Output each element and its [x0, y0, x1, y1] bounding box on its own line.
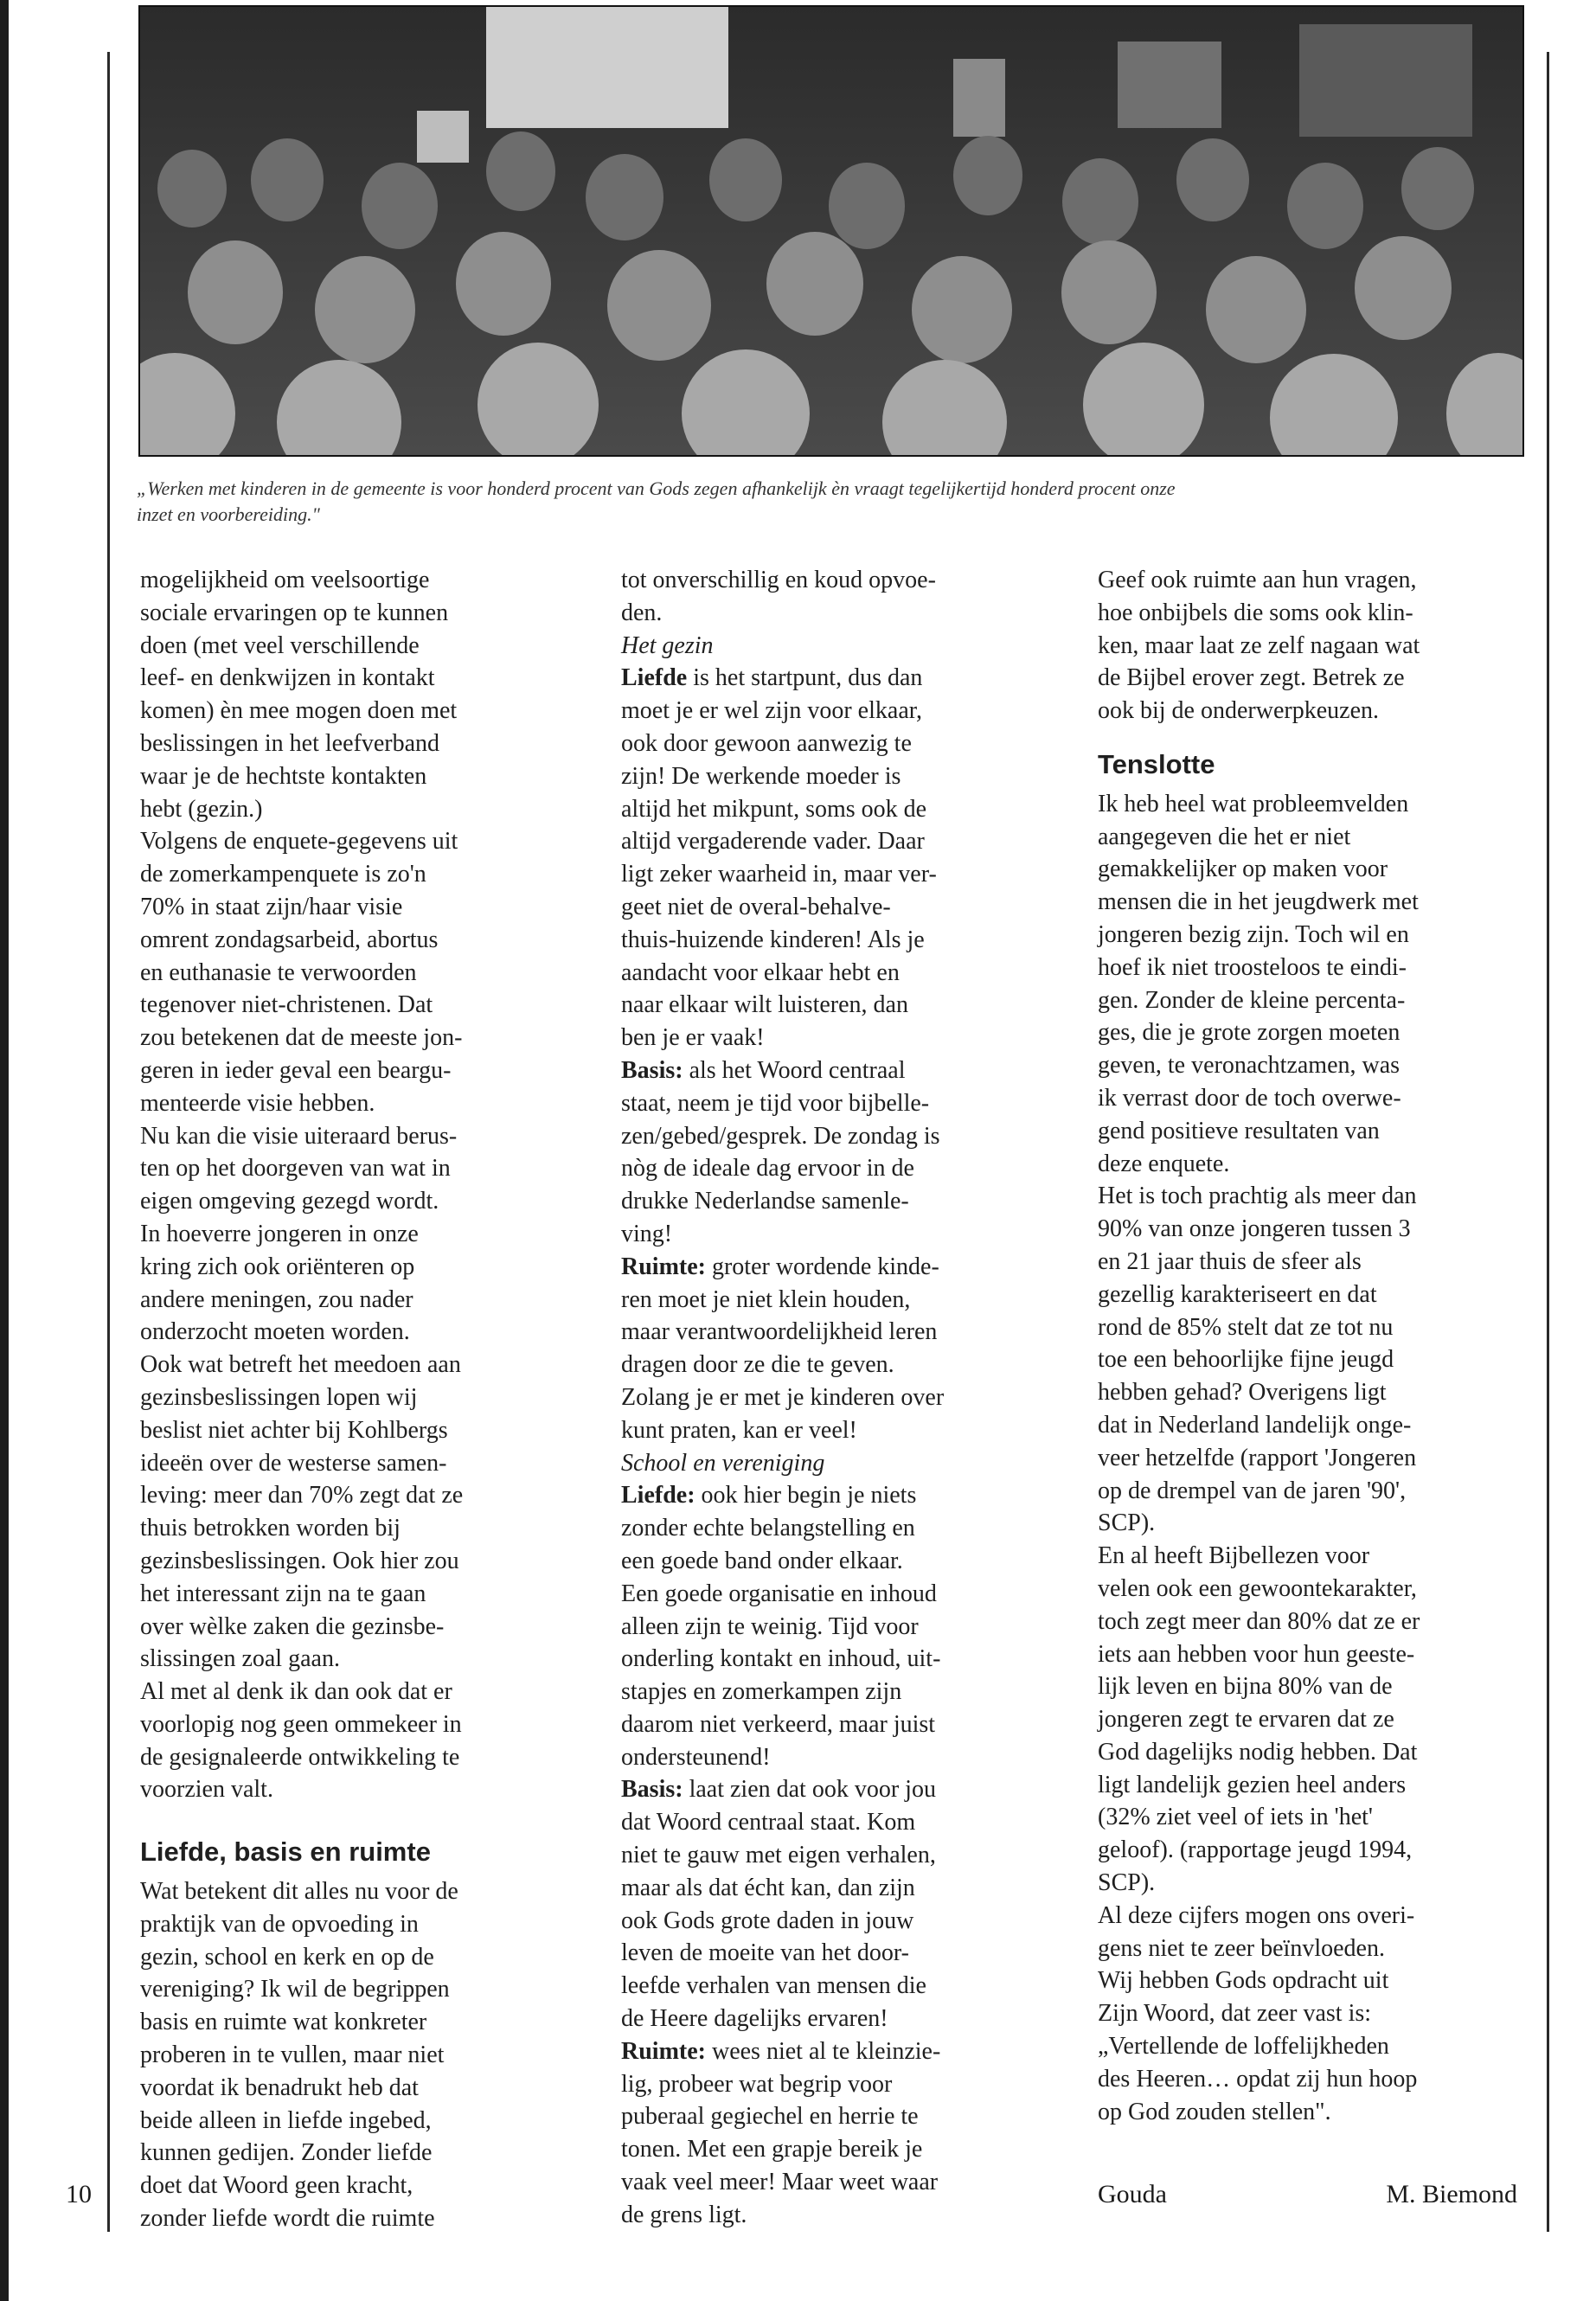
subheading — [621, 630, 1047, 663]
text-line: en euthanasie te verwoorden — [140, 958, 417, 986]
text-line: lijk leven en bijna 80% van de — [1098, 1673, 1393, 1701]
scan-edge — [0, 0, 9, 2301]
text-line: een goede band onder elkaar. — [621, 1547, 903, 1574]
text-line: zonder echte belangstelling en — [621, 1515, 915, 1542]
paragraph — [1098, 1540, 1523, 1900]
text-line: deze enquete. — [1098, 1150, 1230, 1177]
text-line: Basis: laat zien dat ook voor jou — [621, 1776, 936, 1804]
text-line: hebben gehad? Overigens ligt — [1098, 1379, 1387, 1407]
caption-line: „Werken met kinderen in de gemeente is voor honderd procent van Gods zegen afhankelijk èn vraagt tegelijkertijd honderd procent onze — [137, 478, 1176, 499]
text-line: ligt landelijk gezien heel anders — [1098, 1771, 1407, 1798]
text-line: de Heere dagelijks ervaren! — [621, 2005, 888, 2033]
text-line: eigen omgeving gezegd wordt. — [140, 1188, 439, 1215]
text-line: hoe onbijbels die soms ook klin- — [1098, 599, 1413, 626]
text-line: basis en ruimte wat konkreter — [140, 2009, 427, 2036]
text-line: ondersteunend! — [621, 1743, 771, 1771]
text-line: maar als dat écht kan, dan zijn — [621, 1874, 915, 1901]
text-line: beide alleen in liefde ingebed, — [140, 2106, 432, 2134]
text-line: ving! — [621, 1220, 673, 1247]
text-line: lig, probeer wat begrip voor — [621, 2070, 893, 2098]
article-column-3 — [1098, 564, 1523, 2128]
text-line: 70% in staat zijn/haar visie — [140, 893, 403, 920]
text-line: (32% ziet veel of iets in 'het' — [1098, 1804, 1373, 1831]
text-line: de gesignaleerde ontwikkeling te — [140, 1743, 460, 1771]
text-line: dragen door ze die te geven. — [621, 1351, 894, 1379]
text-line: ideeën over de westerse samen- — [140, 1449, 447, 1477]
text-line: kunt praten, kan er veel! — [621, 1416, 857, 1444]
text-line: hoef ik niet troosteloos te eindi- — [1098, 953, 1407, 981]
text-line: maar verantwoordelijkheid leren — [621, 1318, 938, 1346]
text-line: sociale ervaringen op te kunnen — [140, 599, 449, 626]
text-line: de grens ligt. — [621, 2201, 747, 2228]
author-name: M. Biemond — [1386, 2180, 1517, 2208]
section-heading: Liefde, basis en ruimte — [140, 1836, 431, 1868]
text-line: drukke Nederlandse samenle- — [621, 1188, 909, 1215]
text-line: op de drempel van de jaren '90', — [1098, 1477, 1407, 1504]
text-line: 90% van onze jongeren tussen 3 — [1098, 1215, 1411, 1243]
text-line: over wèlke zaken die gezinsbe- — [140, 1612, 445, 1640]
text-line: SCP). — [1098, 1869, 1156, 1897]
text-line: praktijk van de opvoeding in — [140, 1910, 419, 1938]
text-line: aandacht voor elkaar hebt en — [621, 958, 900, 986]
text-line: gemakkelijker op maken voor — [1098, 856, 1388, 883]
text-line: zou betekenen dat de meeste jon- — [140, 1024, 463, 1052]
text-line: Volgens de enquete-gegevens uit — [140, 828, 458, 856]
paragraph — [140, 564, 573, 825]
article-column-2 — [621, 564, 1047, 2232]
paragraph — [621, 1054, 1047, 1251]
text-line: Al deze cijfers mogen ons overi- — [1098, 1901, 1415, 1929]
text-line: gezin, school en kerk en op de — [140, 1943, 434, 1971]
text-line: dat in Nederland landelijk onge- — [1098, 1411, 1412, 1439]
paragraph — [621, 662, 1047, 1054]
text-line: Liefde is het startpunt, dus dan — [621, 664, 923, 692]
text-line: beslist niet achter bij Kohlbergs — [140, 1416, 448, 1444]
text-line: geven, te veronachtzamen, was — [1098, 1052, 1401, 1080]
text-line: SCP). — [1098, 1509, 1156, 1537]
text-line: Ook wat betreft het meedoen aan — [140, 1351, 461, 1379]
text-line: mogelijkheid om veelsoortige — [140, 567, 430, 593]
section-heading: Tenslotte — [1098, 748, 1215, 779]
text-line: Liefde: ook hier begin je niets — [621, 1482, 917, 1509]
text-line: ook bij de onderwerpkeuzen. — [1098, 697, 1379, 725]
text-line: leving: meer dan 70% zegt dat ze — [140, 1482, 464, 1509]
paragraph — [1098, 564, 1523, 727]
text-line: puberaal gegiechel en herrie te — [621, 2103, 919, 2131]
text-line: aangegeven die het er niet — [1098, 823, 1351, 850]
text-line: leefde verhalen van mensen die — [621, 1972, 926, 2000]
paragraph — [1098, 788, 1523, 1181]
text-line: geren in ieder geval een beargu- — [140, 1056, 452, 1084]
text-line: Geef ook ruimte aan hun vragen, — [1098, 567, 1417, 593]
key-term: Liefde: — [621, 1482, 695, 1509]
text-line: gen. Zonder de kleine percenta- — [1098, 986, 1406, 1014]
text-line: hebt (gezin.) — [140, 795, 263, 823]
text-line: en 21 jaar thuis de sfeer als — [1098, 1247, 1362, 1275]
text-line: kunnen gedijen. Zonder liefde — [140, 2139, 433, 2167]
text-line: staat, neem je tijd voor bijbelle- — [621, 1089, 930, 1117]
text-line: ligt zeker waarheid in, maar ver- — [621, 861, 937, 888]
text-line: ook door gewoon aanwezig te — [621, 729, 912, 757]
text-line: geloof). (rapportage jeugd 1994, — [1098, 1836, 1413, 1864]
article-column-1 — [140, 564, 573, 2235]
text-line: vereniging? Ik wil de begrippen — [140, 1976, 450, 2003]
text-line: stapjes en zomerkampen zijn — [621, 1678, 902, 1706]
paragraph — [140, 1120, 573, 1349]
text-line: gezellig karakteriseert en dat — [1098, 1280, 1377, 1308]
text-line: geet niet de overal-behalve- — [621, 893, 891, 920]
page-number: 10 — [66, 2180, 92, 2208]
text-line: de zomerkampenquete is zo'n — [140, 861, 426, 888]
text-line: God dagelijks nodig hebben. Dat — [1098, 1738, 1418, 1766]
text-line: Het is toch prachtig als meer dan — [1098, 1183, 1417, 1210]
text-line: altijd vergaderende vader. Daar — [621, 828, 925, 856]
text-line: „Vertellende de loffelijkheden — [1098, 2033, 1389, 2061]
text-line: Nu kan die visie uiteraard berus- — [140, 1122, 458, 1150]
text-line: vaak veel meer! Maar weet waar — [621, 2169, 939, 2196]
text-line: het interessant zijn na te gaan — [140, 1580, 426, 1607]
text-line: niet te gauw met eigen verhalen, — [621, 1842, 936, 1869]
text-line: ren moet je niet klein houden, — [621, 1285, 911, 1313]
text-line: zen/gebed/gesprek. De zondag is — [621, 1122, 940, 1150]
text-line: iets aan hebben voor hun geeste- — [1098, 1640, 1415, 1668]
text-line: tot onverschillig en koud opvoe- — [621, 567, 936, 593]
text-line: andere meningen, zou nader — [140, 1285, 413, 1313]
right-margin-rule — [1547, 52, 1549, 2232]
text-line: Wij hebben Gods opdracht uit — [1098, 1967, 1389, 1995]
key-term: Basis: — [621, 1776, 683, 1804]
text-line: kring zich ook oriënteren op — [140, 1253, 415, 1280]
text-line: Het gezin — [621, 631, 714, 659]
text-line: gezinsbeslissingen. Ook hier zou — [140, 1547, 459, 1574]
text-line: thuis-huizende kinderen! Als je — [621, 926, 925, 953]
text-line: onderzocht moeten worden. — [140, 1318, 410, 1346]
paragraph — [140, 1349, 573, 1676]
text-line: leven de moeite van het door- — [621, 1939, 909, 1967]
paragraph — [140, 1875, 573, 2235]
text-line: Al met al denk ik dan ook dat er — [140, 1678, 452, 1706]
text-line: alleen zijn te weinig. Tijd voor — [621, 1612, 919, 1640]
text-line: Zolang je er met je kinderen over — [621, 1383, 945, 1411]
audience-photo — [138, 5, 1524, 457]
text-line: zonder liefde wordt die ruimte — [140, 2205, 435, 2233]
text-line: Zijn Woord, dat zeer vast is: — [1098, 2000, 1372, 2028]
text-line: Een goede organisatie en inhoud — [621, 1580, 937, 1607]
text-line: menteerde visie hebben. — [140, 1089, 375, 1117]
audience-photo-illustration — [140, 7, 1522, 455]
text-line: gens niet te zeer beïnvloeden. — [1098, 1934, 1385, 1962]
paragraph — [621, 1773, 1047, 2035]
text-line: beslissingen in het leefverband — [140, 729, 440, 757]
text-line: des Heeren… opdat zij hun hoop — [1098, 2065, 1418, 2093]
text-line: ges, die je grote zorgen moeten — [1098, 1019, 1401, 1047]
text-line: gend positieve resultaten van — [1098, 1117, 1380, 1144]
text-line: En al heeft Bijbellezen voor — [1098, 1542, 1370, 1570]
text-line: velen ook een gewoontekarakter, — [1098, 1574, 1417, 1602]
text-line: doet dat Woord geen kracht, — [140, 2172, 413, 2200]
author-place: Gouda — [1098, 2180, 1167, 2208]
text-line: ken, maar laat ze zelf nagaan wat — [1098, 631, 1420, 659]
text-line: In hoeverre jongeren in onze — [140, 1220, 419, 1247]
text-line: Ruimte: groter wordende kinde- — [621, 1253, 939, 1280]
text-line: proberen in te vullen, maar niet — [140, 2041, 445, 2069]
left-margin-rule — [107, 52, 110, 2232]
text-line: ook Gods grote daden in jouw — [621, 1907, 914, 1934]
text-line: leef- en denkwijzen in kontakt — [140, 664, 435, 692]
text-line: slissingen zoal gaan. — [140, 1645, 340, 1673]
text-line: dat Woord centraal staat. Kom — [621, 1809, 916, 1836]
text-line: voorlopig nog geen ommekeer in — [140, 1710, 462, 1738]
paragraph — [621, 1479, 1047, 1773]
text-line: moet je er wel zijn voor elkaar, — [621, 697, 922, 725]
paragraph — [140, 825, 573, 1119]
text-line: zijn! De werkende moeder is — [621, 762, 901, 790]
text-line: ten op het doorgeven van wat in — [140, 1155, 451, 1183]
text-line: de Bijbel erover zegt. Betrek ze — [1098, 664, 1405, 692]
text-line: doen (met veel verschillende — [140, 631, 420, 659]
text-line: gezinsbeslissingen lopen wij — [140, 1383, 418, 1411]
key-term: Basis: — [621, 1056, 683, 1084]
text-line: tegenover niet-christenen. Dat — [140, 991, 433, 1019]
paragraph — [621, 2035, 1047, 2232]
text-line: School en vereniging — [621, 1449, 825, 1477]
text-line: ik verrast door de toch overwe- — [1098, 1084, 1401, 1112]
text-line: Basis: als het Woord centraal — [621, 1056, 906, 1084]
paragraph — [1098, 1180, 1523, 1540]
key-term: Ruimte: — [621, 1253, 706, 1280]
text-line: ben je er vaak! — [621, 1024, 765, 1052]
text-line: Wat betekent dit alles nu voor de — [140, 1878, 458, 1906]
key-term: Ruimte: — [621, 2037, 706, 2065]
text-line: voorzien valt. — [140, 1776, 273, 1804]
text-line: waar je de hechtste kontakten — [140, 762, 427, 790]
paragraph — [140, 1676, 573, 1806]
text-line: Ruimte: wees niet al te kleinzie- — [621, 2037, 941, 2065]
text-line: tonen. Met een grapje bereik je — [621, 2136, 923, 2163]
text-line: nòg de ideale dag ervoor in de — [621, 1155, 914, 1183]
text-line: jongeren bezig zijn. Toch wil en — [1098, 920, 1409, 948]
text-line: op God zouden stellen". — [1098, 2098, 1331, 2125]
text-line: rond de 85% stelt dat ze tot nu — [1098, 1313, 1394, 1341]
text-line: daarom niet verkeerd, maar juist — [621, 1710, 936, 1738]
text-line: naar elkaar wilt luisteren, dan — [621, 991, 908, 1019]
paragraph — [621, 564, 1047, 630]
subheading — [621, 1447, 1047, 1480]
paragraph — [621, 1251, 1047, 1447]
key-term: Liefde — [621, 664, 688, 692]
text-line: jongeren zegt te ervaren dat ze — [1098, 1706, 1394, 1734]
text-line: altijd het mikpunt, soms ook de — [621, 795, 927, 823]
text-line: thuis betrokken worden bij — [140, 1515, 401, 1542]
text-line: mensen die in het jeugdwerk met — [1098, 888, 1419, 916]
photo-caption — [137, 476, 1521, 528]
text-line: toe een behoorlijke fijne jeugd — [1098, 1346, 1394, 1374]
text-line: Ik heb heel wat probleemvelden — [1098, 790, 1409, 817]
text-line: den. — [621, 599, 663, 626]
text-line: komen) èn mee mogen doen met — [140, 697, 458, 725]
text-line: onderling kontakt en inhoud, uit- — [621, 1645, 941, 1673]
text-line: veer hetzelfde (rapport 'Jongeren — [1098, 1444, 1417, 1471]
text-line: omrent zondagsarbeid, abortus — [140, 926, 439, 953]
caption-line: inzet en voorbereiding." — [137, 503, 320, 525]
text-line: voordat ik benadrukt heb dat — [140, 2073, 419, 2101]
text-line: toch zegt meer dan 80% dat ze er — [1098, 1607, 1420, 1635]
paragraph — [1098, 1900, 1523, 2129]
